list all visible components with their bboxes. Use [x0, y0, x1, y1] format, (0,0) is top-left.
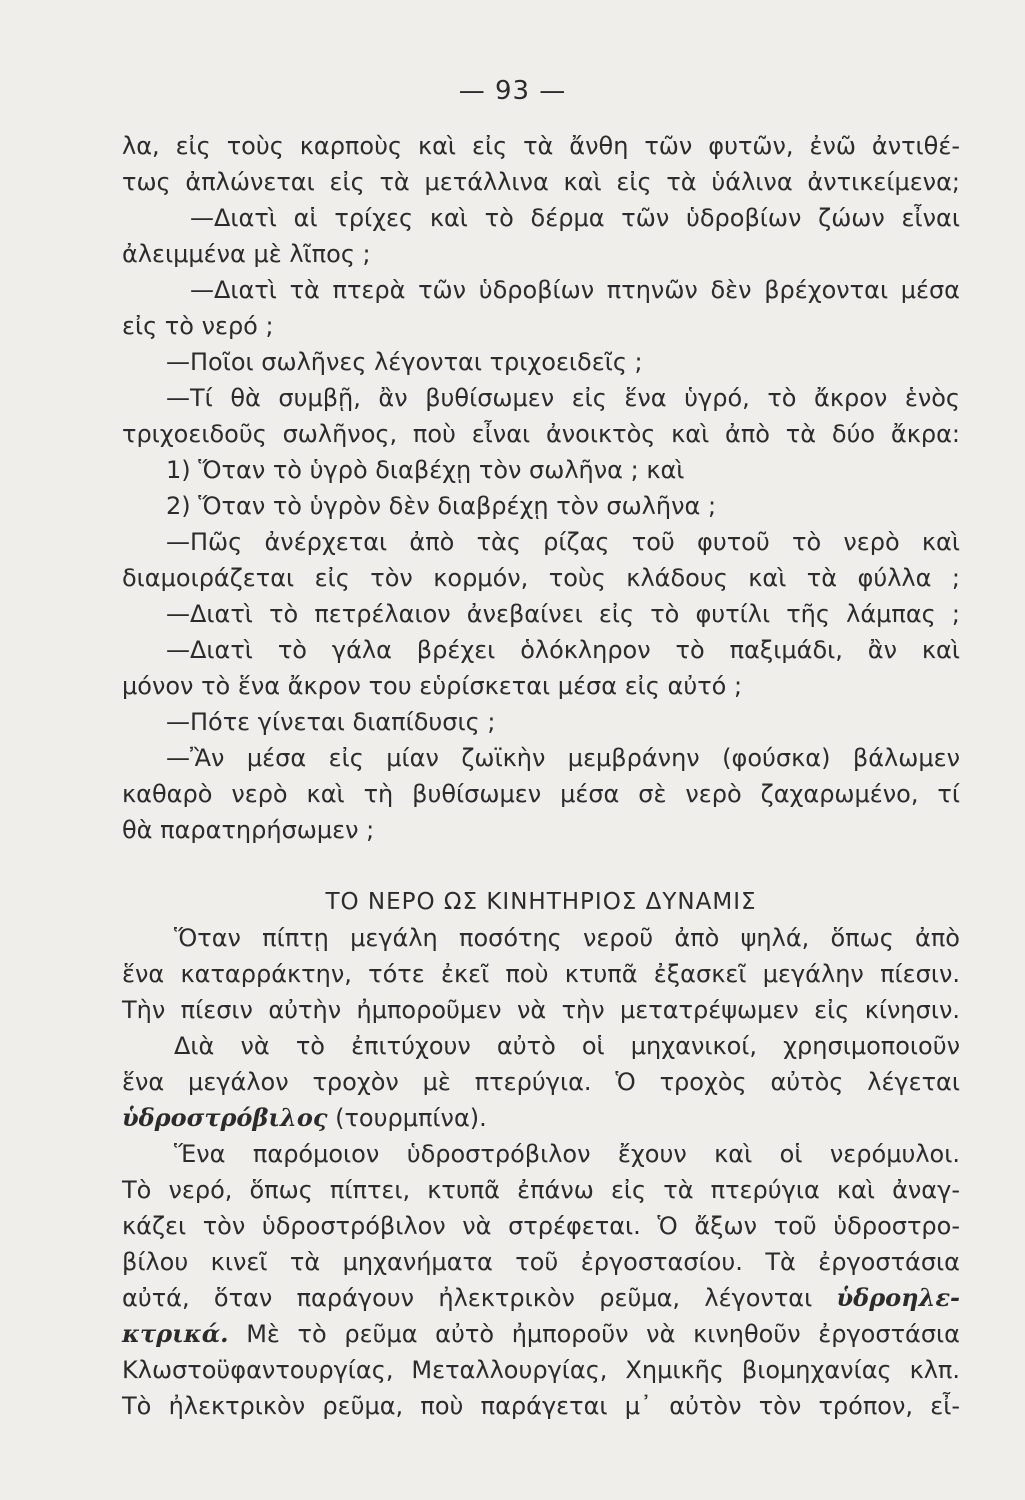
question-line: —Ποῖοι σωλῆνες λέγονται τριχοειδεῖς ;: [166, 348, 643, 376]
text-line: κάζει τὸν ὑδροστρόβιλον νὰ στρέφεται. Ὁ ἄξων τοῦ ὑδροστρο-: [122, 1212, 960, 1240]
text-line: Τὸ ἠλεκτρικὸν ρεῦμα, ποὺ παράγεται μ᾽ αὐτὸν τὸν τρόπον, εἶ-: [122, 1392, 960, 1420]
question-line: —Διατὶ τὸ γάλα βρέχει ὁλόκληρον τὸ παξιμάδι, ἂν καὶ: [166, 636, 960, 664]
text-line: Ἕνα παρόμοιον ὑδροστρόβιλον ἔχουν καὶ οἱ νερόμυλοι.: [174, 1140, 960, 1168]
text-line: καθαρὸ νερὸ καὶ τὴ βυθίσωμεν μέσα σὲ νερὸ ζαχαρωμένο, τί: [122, 780, 960, 808]
text-line: εἰς τὸ νερό ;: [122, 312, 274, 340]
text-line: θὰ παρατηρήσωμεν ;: [122, 816, 375, 844]
list-item: 1) Ὅταν τὸ ὑγρὸ διαβέχῃ τὸν σωλῆνα ; καὶ: [166, 456, 685, 484]
text-line: Κλωστοϋφαντουργίας, Μεταλλουργίας, Χημικῆς βιομηχανίας κλπ.: [122, 1356, 960, 1384]
text-line: ἀλειμμένα μὲ λῖπος ;: [122, 240, 371, 268]
text-line: Τὸ νερό, ὅπως πίπτει, κτυπᾶ ἐπάνω εἰς τὰ πτερύγια καὶ ἀναγ-: [122, 1176, 960, 1204]
question-line: —Διατὶ τὸ πετρέλαιον ἀνεβαίνει εἰς τὸ φυτίλι τῆς λάμπας ;: [166, 600, 960, 628]
term-hydroelectric-cont: κτρικά.: [122, 1319, 229, 1348]
text-line: διαμοιράζεται εἰς τὸν κορμόν, τοὺς κλάδους καὶ τὰ φύλλα ;: [122, 564, 960, 592]
text-line: Ὅταν πίπτῃ μεγάλη ποσότης νεροῦ ἀπὸ ψηλά, ὅπως ἀπὸ: [174, 924, 960, 952]
text-fragment: Μὲ τὸ ρεῦμα αὐτὸ ἠμποροῦν νὰ κινηθοῦν ἐργοστάσια: [228, 1320, 960, 1348]
question-line: —Πῶς ἀνέρχεται ἀπὸ τὰς ρίζας τοῦ φυτοῦ τὸ νερὸ καὶ: [166, 528, 960, 556]
question-line: —Ἂν μέσα εἰς μίαν ζωϊκὴν μεμβράνην (φούσκα) βάλωμεν: [166, 744, 960, 772]
text-line: [122, 1100, 960, 1136]
text-line: ἕνα καταρράκτην, τότε ἐκεῖ ποὺ κτυπᾶ ἐξασκεῖ μεγάλην πίεσιν.: [122, 960, 960, 988]
text-line: μόνον τὸ ἕνα ἄκρον του εὑρίσκεται μέσα εἰς αὐτό ;: [122, 672, 743, 700]
text-line: τριχοειδοῦς σωλῆνος, ποὺ εἶναι ἀνοικτὸς καὶ ἀπὸ τὰ δύο ἄκρα:: [122, 420, 960, 448]
text-line: βίλου κινεῖ τὰ μηχανήματα τοῦ ἐργοστασίου. Τὰ ἐργοστάσια: [122, 1248, 960, 1276]
text-line: ἕνα μεγάλον τροχὸν μὲ πτερύγια. Ὁ τροχὸς αὐτὸς λέγεται: [122, 1068, 960, 1096]
text-line: [122, 1316, 960, 1352]
question-line: —Διατὶ τὰ πτερὰ τῶν ὑδροβίων πτηνῶν δὲν βρέχονται μέσα: [190, 276, 960, 304]
list-item: 2) Ὅταν τὸ ὑγρὸν δὲν διαβρέχῃ τὸν σωλῆνα ;: [166, 492, 717, 520]
term-hydroturbine: ὑδροστρόβιλος: [122, 1103, 328, 1132]
page-number: — 93 —: [458, 76, 567, 106]
section-heading: ΤΟ ΝΕΡΟ ΩΣ ΚΙΝΗΤΗΡΙΟΣ ΔΥΝΑΜΙΣ: [325, 889, 757, 915]
text-line: λα, εἰς τοὺς καρποὺς καὶ εἰς τὰ ἄνθη τῶν φυτῶν, ἐνῶ ἀντιθέ-: [122, 132, 960, 160]
question-line: —Διατὶ αἱ τρίχες καὶ τὸ δέρμα τῶν ὑδροβίων ζώων εἶναι: [190, 204, 960, 232]
question-line: —Τί θὰ συμβῇ, ἂν βυθίσωμεν εἰς ἕνα ὑγρό, τὸ ἄκρον ἑνὸς: [166, 384, 960, 412]
term-gloss: (τουρμπίνα).: [327, 1104, 487, 1132]
page-text: [122, 128, 960, 1424]
text-line: Διὰ νὰ τὸ ἐπιτύχουν αὐτὸ οἱ μηχανικοί, χρησιμοποιοῦν: [174, 1032, 960, 1060]
term-hydroelectric: ὑδροηλε-: [836, 1283, 960, 1312]
text-line: τως ἀπλώνεται εἰς τὰ μετάλλινα καὶ εἰς τὰ ὑάλινα ἀντικείμενα;: [122, 168, 960, 196]
text-line: Τὴν πίεσιν αὐτὴν ἠμποροῦμεν νὰ τὴν μετατρέψωμεν εἰς κίνησιν.: [122, 996, 960, 1024]
text-line: [122, 1280, 960, 1316]
question-line: —Πότε γίνεται διαπίδυσις ;: [166, 708, 496, 736]
text-fragment: αὐτά, ὅταν παράγουν ἠλεκτρικὸν ρεῦμα, λέγονται: [122, 1284, 837, 1312]
